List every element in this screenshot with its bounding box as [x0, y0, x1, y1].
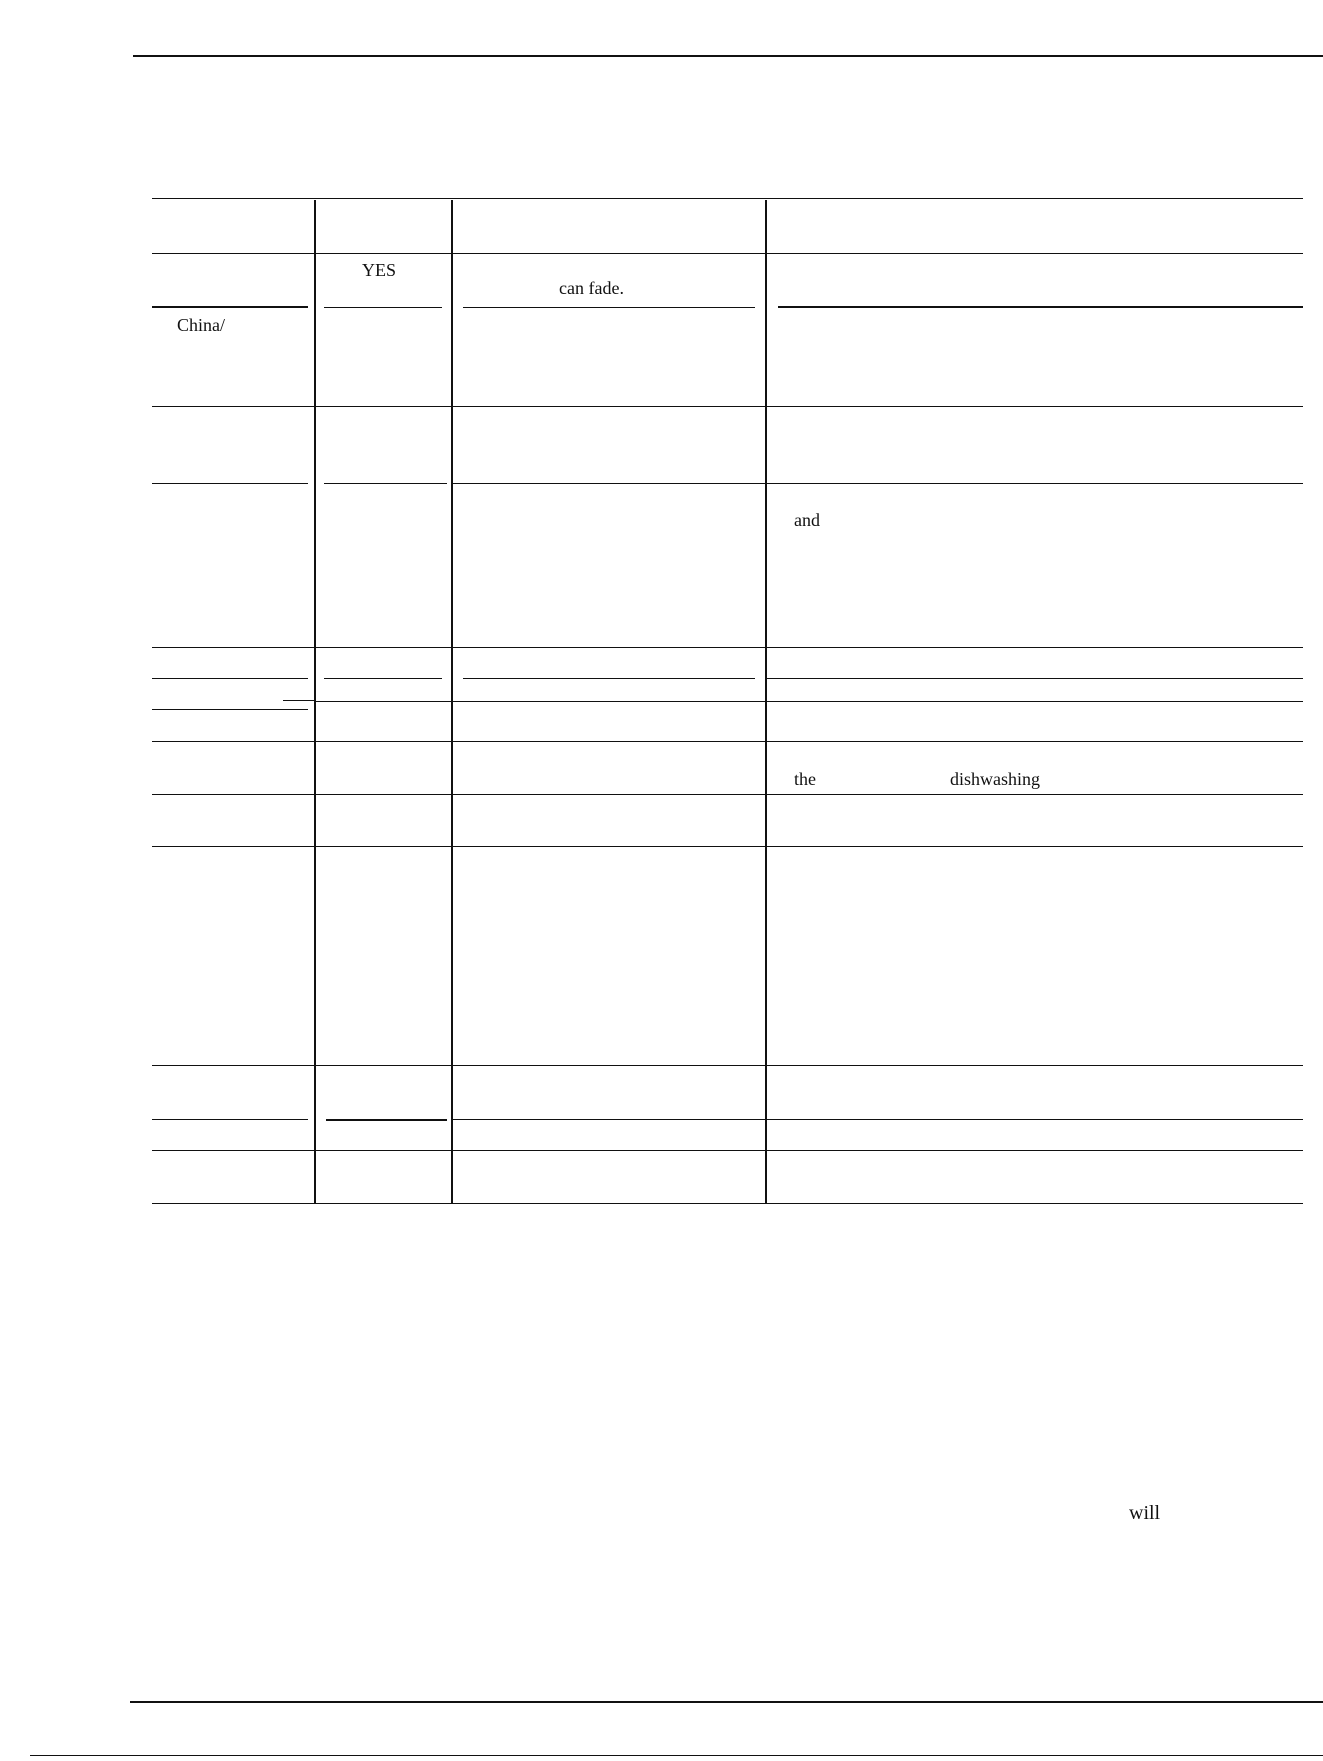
row-rule	[152, 1119, 308, 1120]
row-rule	[314, 701, 1303, 702]
body-text-fragment: will	[1129, 1502, 1161, 1524]
row-rule	[152, 1065, 1303, 1066]
row-rule	[152, 253, 1303, 254]
row-rule	[451, 1119, 1303, 1120]
row-rule	[451, 483, 1303, 484]
footer-rule-lower	[30, 1755, 1323, 1756]
row-rule	[152, 709, 308, 710]
table-top-rule	[152, 198, 1303, 199]
row-rule	[152, 306, 308, 308]
row-rule	[324, 678, 442, 679]
row-rule	[326, 1119, 447, 1121]
row-rule	[324, 307, 442, 308]
header-rule	[133, 55, 1323, 57]
row-rule	[152, 1150, 1303, 1151]
row-rule	[152, 794, 1303, 795]
column-divider	[451, 200, 453, 1204]
cell-instructions: and	[794, 510, 820, 530]
cell-instructions: dishwashing	[950, 769, 1040, 789]
cell-comment: can fade.	[559, 278, 624, 298]
row-rule	[463, 307, 755, 308]
row-rule	[152, 406, 1303, 407]
row-rule	[283, 700, 314, 701]
row-rule	[152, 846, 1303, 847]
row-rule	[152, 647, 1303, 648]
column-divider	[314, 200, 316, 1204]
table-bottom-rule	[152, 1203, 1303, 1204]
row-rule	[463, 678, 755, 679]
cell-instructions: the	[794, 769, 816, 789]
column-divider	[765, 200, 767, 1204]
row-rule	[324, 483, 447, 484]
cell-dishwasher-safe: YES	[362, 260, 397, 280]
row-rule	[152, 678, 308, 679]
footer-rule	[130, 1701, 1323, 1703]
row-rule	[778, 306, 1303, 308]
cell-material: China/	[177, 315, 225, 335]
row-rule	[152, 483, 308, 484]
row-rule	[152, 741, 1303, 742]
row-rule	[765, 678, 1303, 679]
